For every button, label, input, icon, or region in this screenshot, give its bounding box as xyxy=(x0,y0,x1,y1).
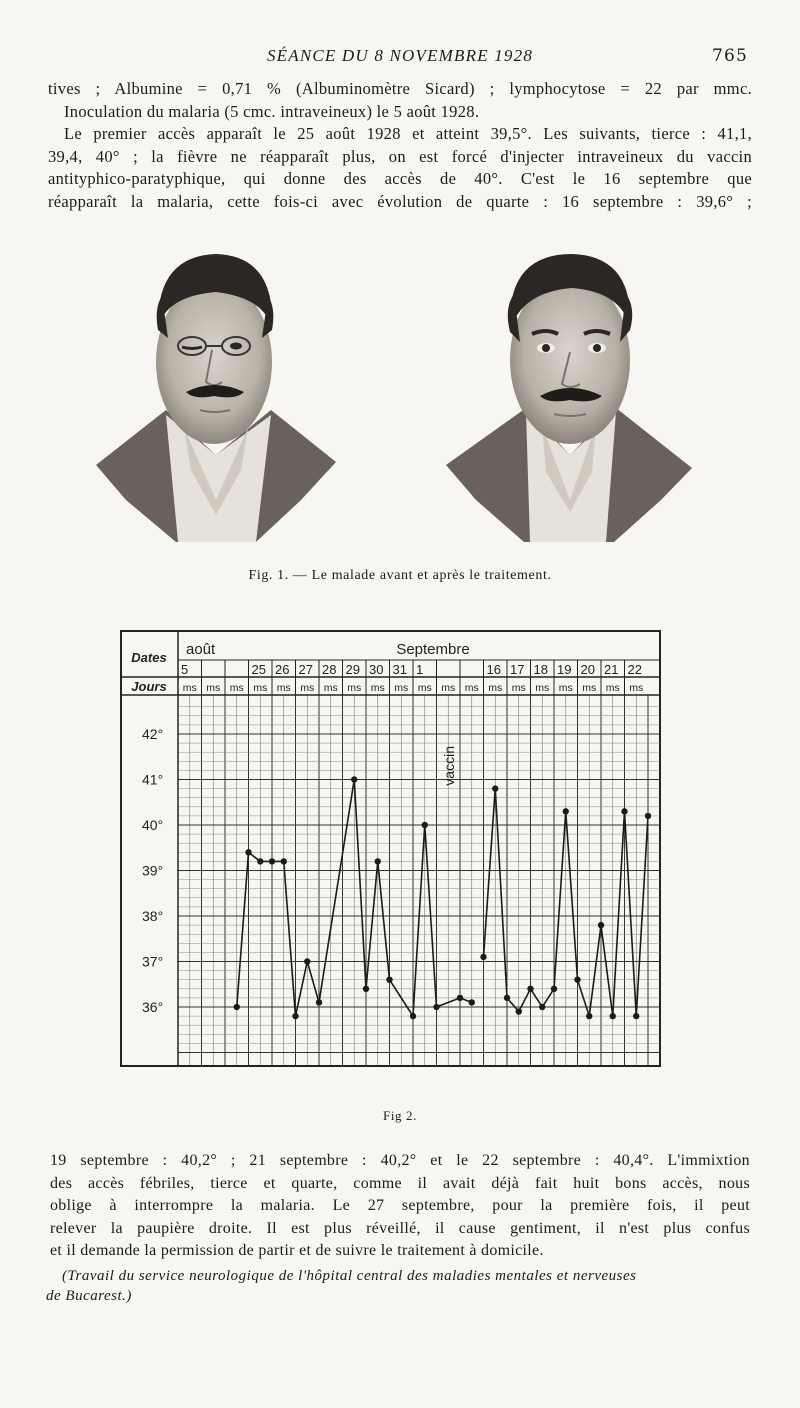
date-label: 26 xyxy=(275,662,290,677)
date-label: 20 xyxy=(580,662,595,677)
date-label: 30 xyxy=(369,662,384,677)
footnote-line: (Travail du service neurologique de l'hôpital central des maladies mentales et nerveuses xyxy=(62,1268,637,1284)
temperature-point xyxy=(257,858,263,864)
temperature-point xyxy=(469,999,475,1005)
bottom-paragraph xyxy=(50,1150,750,1263)
temperature-point xyxy=(480,954,486,960)
ms-label: ms xyxy=(558,682,573,694)
jours-row-label: Jours xyxy=(131,679,167,694)
temperature-point xyxy=(586,1013,592,1019)
y-tick-label: 42° xyxy=(142,726,164,742)
ms-label: ms xyxy=(394,682,409,694)
text-line: 19 septembre : 40,2° ; 21 septembre : 40,2° et le 22 septembre : 40,4°. L'immixtion xyxy=(50,1152,750,1169)
vaccin-annotation: vaccin xyxy=(441,746,458,786)
temperature-point xyxy=(234,1004,240,1010)
ms-label: ms xyxy=(206,682,221,694)
figure-1-caption: Fig. 1. — Le malade avant et après le traitement. xyxy=(248,568,552,583)
ms-label: ms xyxy=(417,682,432,694)
temperature-point xyxy=(563,808,569,814)
month-label: août xyxy=(186,641,216,658)
temperature-point xyxy=(551,986,557,992)
ms-label: ms xyxy=(300,682,315,694)
date-label: 27 xyxy=(298,662,313,677)
temperature-point xyxy=(645,813,651,819)
running-head-title: SÉANCE DU 8 NOVEMBRE 1928 xyxy=(266,46,534,65)
temperature-point xyxy=(610,1013,616,1019)
temperature-point xyxy=(245,849,251,855)
date-label: 31 xyxy=(392,662,407,677)
text-line: tives ; Albumine = 0,71 % (Albuminomètre Sicard) ; lymphocytose = 22 par mmc. xyxy=(48,79,752,98)
page-number: 765 xyxy=(711,46,748,66)
date-label: 5 xyxy=(181,662,189,677)
date-label: 18 xyxy=(533,662,548,677)
temperature-point xyxy=(527,986,533,992)
date-label: 1 xyxy=(416,662,424,677)
temperature-point xyxy=(363,986,369,992)
temperature-point xyxy=(574,977,580,983)
temperature-point xyxy=(598,922,604,928)
text-line: Inoculation du malaria (5 cmc. intraveineux) le 5 août 1928. xyxy=(64,101,480,121)
text-line: réapparaît la malaria, cette fois-ci avec évolution de quarte : 16 septembre : 39,6° ; xyxy=(48,191,752,211)
temperature-point xyxy=(269,858,275,864)
ms-label: ms xyxy=(276,682,291,694)
patient-photo-after xyxy=(446,250,692,542)
chart-annotations xyxy=(441,746,457,786)
temperature-point xyxy=(433,1004,439,1010)
text-line: relever la paupière droite. Il est plus réveillé, il cause gentiment, il n'est plus confus xyxy=(50,1219,750,1237)
temperature-point xyxy=(504,995,510,1001)
temperature-chart xyxy=(120,630,661,1067)
text-line: Le premier accès apparaît le 25 août 1928 et atteint 39,5°. Les suivants, tierce : 41,1, xyxy=(64,124,752,143)
footnote xyxy=(46,1266,756,1306)
temperature-point xyxy=(516,1008,522,1014)
date-label: 29 xyxy=(345,662,360,677)
text-line: oblige à interrompre la malaria. Le 27 septembre, pour la première fois, il peut xyxy=(50,1197,750,1214)
temperature-point xyxy=(292,1013,298,1019)
text-line: et il demande la permission de partir et de suivre le traitement à domicile. xyxy=(50,1242,544,1259)
temperature-point xyxy=(539,1004,545,1010)
ms-label: ms xyxy=(347,682,362,694)
running-head xyxy=(0,46,800,70)
y-tick-label: 36° xyxy=(142,999,164,1015)
temperature-point xyxy=(351,776,357,782)
date-label: 28 xyxy=(322,662,337,677)
temperature-point xyxy=(304,958,310,964)
y-tick-label: 39° xyxy=(142,862,164,879)
patient-photo-before xyxy=(96,250,336,542)
temperature-point xyxy=(457,995,463,1001)
text-line: des accès fébriles, tierce et quarte, comme il avait déjà fait huit bons accès, nous xyxy=(50,1174,750,1192)
y-tick-label: 41° xyxy=(142,771,164,788)
ms-label: ms xyxy=(488,682,503,694)
date-label: 22 xyxy=(627,662,642,677)
ms-label: ms xyxy=(253,682,268,694)
top-paragraph xyxy=(48,78,752,213)
y-tick-label: 37° xyxy=(142,953,164,970)
ms-label: ms xyxy=(370,682,385,694)
ms-label: ms xyxy=(629,682,644,694)
temperature-point xyxy=(316,999,322,1005)
ms-label: ms xyxy=(229,682,244,694)
text-line: antityphico-paratyphique, qui donne des accès de 40°. C'est le 16 septembre que xyxy=(48,169,752,188)
date-label: 25 xyxy=(251,662,266,677)
temperature-point xyxy=(281,858,287,864)
ms-label: ms xyxy=(511,682,526,694)
date-label: 16 xyxy=(486,662,501,677)
temperature-point xyxy=(386,977,392,983)
temperature-point xyxy=(633,1013,639,1019)
ms-label: ms xyxy=(323,682,338,694)
temperature-point xyxy=(492,785,498,791)
ms-label: ms xyxy=(464,682,479,694)
ms-label: ms xyxy=(605,682,620,694)
month-label: Septembre xyxy=(396,641,470,658)
temperature-point xyxy=(375,858,381,864)
temperature-point xyxy=(410,1013,416,1019)
text-line: 39,4, 40° ; la fièvre ne réapparaît plus, on est forcé d'injecter intraveineux du vaccin xyxy=(48,146,752,166)
figure-2-caption: Fig 2. xyxy=(383,1108,417,1123)
date-label: 17 xyxy=(510,662,525,677)
date-label: 21 xyxy=(604,662,619,677)
temperature-point xyxy=(422,822,428,828)
date-label: 19 xyxy=(557,662,572,677)
temperature-point xyxy=(621,808,627,814)
ms-label: ms xyxy=(182,682,197,694)
y-tick-label: 40° xyxy=(142,817,164,833)
dates-row-label: Dates xyxy=(131,650,167,665)
footnote-line: de Bucarest.) xyxy=(46,1288,132,1304)
ms-label: ms xyxy=(535,682,550,694)
chart-y-axis xyxy=(142,726,163,1015)
y-tick-label: 38° xyxy=(142,908,164,924)
ms-label: ms xyxy=(582,682,597,694)
ms-label: ms xyxy=(441,682,456,694)
